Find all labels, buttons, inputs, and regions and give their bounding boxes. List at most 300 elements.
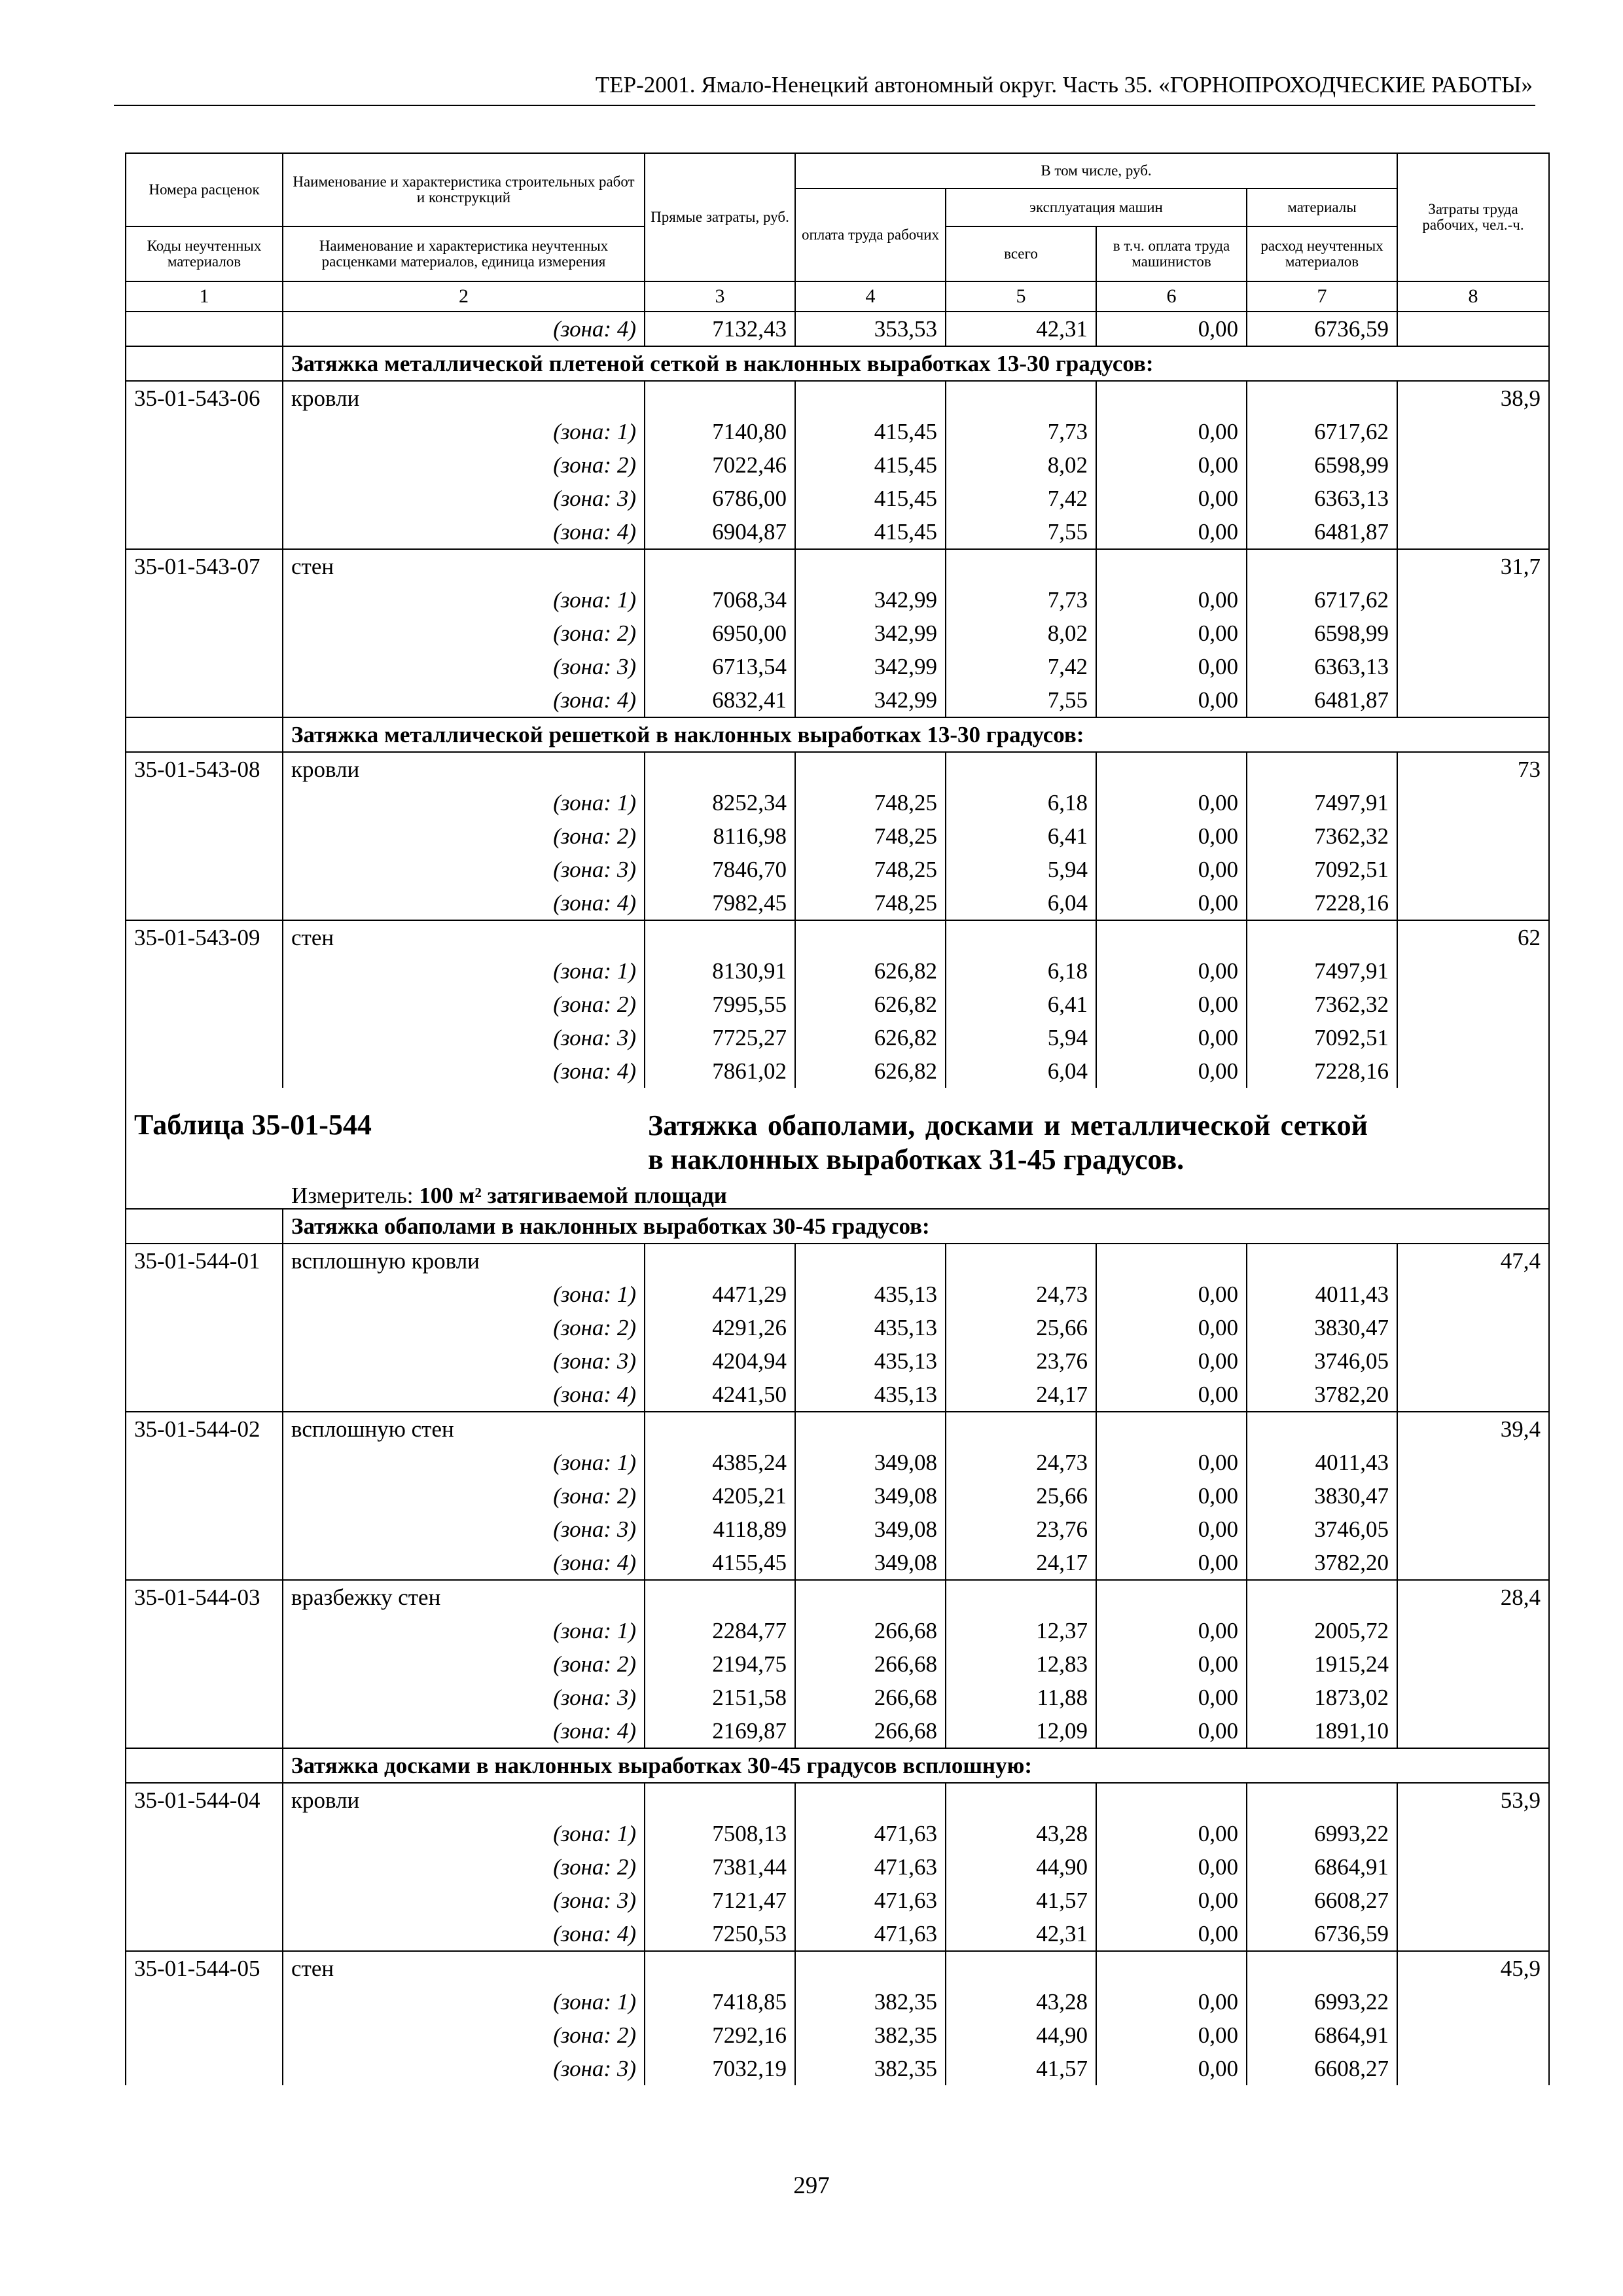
materials-cost: 3782,20 [1247, 1378, 1397, 1412]
machines-total: 7,42 [946, 482, 1096, 515]
zone-row [126, 853, 1549, 886]
empty-cell [126, 1681, 283, 1714]
machinist-pay: 0,00 [1096, 954, 1247, 988]
materials-cost: 3782,20 [1247, 1546, 1397, 1580]
machinist-pay: 0,00 [1096, 1681, 1247, 1714]
zone-label: (зона: 1) [283, 415, 645, 448]
zone-label: (зона: 1) [283, 786, 645, 819]
labor-hours: 45,9 [1397, 1951, 1549, 1985]
zone-row [126, 312, 1549, 346]
materials-cost: 6717,62 [1247, 583, 1397, 617]
zone-label: (зона: 3) [283, 853, 645, 886]
zone-row [126, 1021, 1549, 1054]
machines-total: 44,90 [946, 2018, 1096, 2052]
empty-cell [1397, 617, 1549, 650]
section-row [126, 1209, 1549, 1244]
labor-pay: 471,63 [795, 1850, 946, 1884]
empty-cell [126, 1985, 283, 2018]
rate-name: вразбежку стен [283, 1580, 645, 1614]
materials-cost: 6608,27 [1247, 2052, 1397, 2085]
empty-cell [645, 549, 795, 583]
empty-cell [126, 1714, 283, 1748]
zone-label: (зона: 3) [283, 482, 645, 515]
col-header-incl: В том числе, руб. [795, 153, 1397, 188]
machines-total: 7,42 [946, 650, 1096, 683]
machines-total: 44,90 [946, 1850, 1096, 1884]
labor-pay: 266,68 [795, 1647, 946, 1681]
direct-cost: 7132,43 [645, 312, 795, 346]
direct-cost: 7022,46 [645, 448, 795, 482]
direct-cost: 6904,87 [645, 515, 795, 549]
empty-cell [126, 1614, 283, 1647]
empty-cell [795, 920, 946, 954]
empty-cell [1397, 886, 1549, 920]
col-header-2b: Наименование и характеристика неучтенных расценками материалов, единица измерения [283, 226, 645, 281]
direct-cost: 4241,50 [645, 1378, 795, 1412]
zone-row [126, 786, 1549, 819]
empty-cell [1096, 549, 1247, 583]
labor-pay: 349,08 [795, 1513, 946, 1546]
machines-total: 24,73 [946, 1446, 1096, 1479]
empty-cell [946, 1412, 1096, 1446]
materials-cost: 6363,13 [1247, 482, 1397, 515]
labor-pay: 471,63 [795, 1884, 946, 1917]
col-number: 8 [1397, 281, 1549, 312]
zone-row [126, 1513, 1549, 1546]
empty-cell [1247, 381, 1397, 415]
zone-label: (зона: 4) [283, 683, 645, 717]
machinist-pay: 0,00 [1096, 1850, 1247, 1884]
zone-row [126, 1647, 1549, 1681]
direct-cost: 7846,70 [645, 853, 795, 886]
section-row [126, 1748, 1549, 1783]
empty-cell [1247, 1951, 1397, 1985]
empty-cell [1397, 1344, 1549, 1378]
empty-cell [1096, 381, 1247, 415]
labor-pay: 266,68 [795, 1614, 946, 1647]
materials-cost: 1891,10 [1247, 1714, 1397, 1748]
materials-cost: 6598,99 [1247, 448, 1397, 482]
machines-total: 23,76 [946, 1344, 1096, 1378]
zone-label: (зона: 3) [283, 1513, 645, 1546]
direct-cost: 6832,41 [645, 683, 795, 717]
col-number: 3 [645, 281, 795, 312]
measure-label: Измеритель: [291, 1183, 414, 1208]
machinist-pay: 0,00 [1096, 683, 1247, 717]
rate-row [126, 1412, 1549, 1446]
machinist-pay: 0,00 [1096, 786, 1247, 819]
zone-label: (зона: 4) [283, 886, 645, 920]
machines-total: 7,73 [946, 583, 1096, 617]
zone-row [126, 1546, 1549, 1580]
empty-cell [126, 786, 283, 819]
labor-pay: 415,45 [795, 415, 946, 448]
machinist-pay: 0,00 [1096, 1647, 1247, 1681]
labor-pay: 748,25 [795, 853, 946, 886]
labor-pay: 382,35 [795, 1985, 946, 2018]
empty-cell [795, 549, 946, 583]
zone-row [126, 886, 1549, 920]
labor-pay: 342,99 [795, 650, 946, 683]
empty-cell [1096, 1580, 1247, 1614]
empty-cell [645, 1580, 795, 1614]
zone-label: (зона: 1) [283, 1817, 645, 1850]
materials-cost: 6993,22 [1247, 1817, 1397, 1850]
empty-cell [126, 1278, 283, 1311]
labor-pay: 748,25 [795, 786, 946, 819]
labor-pay: 471,63 [795, 1817, 946, 1850]
zone-label: (зона: 3) [283, 1021, 645, 1054]
empty-cell [1397, 650, 1549, 683]
empty-cell [946, 381, 1096, 415]
section-spacer [126, 346, 283, 381]
empty-cell [126, 1378, 283, 1412]
machines-total: 6,04 [946, 886, 1096, 920]
direct-cost: 4291,26 [645, 1311, 795, 1344]
direct-cost: 2169,87 [645, 1714, 795, 1748]
zone-label: (зона: 1) [283, 1446, 645, 1479]
empty-cell [1397, 819, 1549, 853]
empty-cell [126, 819, 283, 853]
column-numbers-row [126, 281, 1549, 312]
empty-cell [946, 752, 1096, 786]
machinist-pay: 0,00 [1096, 617, 1247, 650]
col-header-3: Прямые затраты, руб. [645, 153, 795, 281]
labor-pay: 435,13 [795, 1378, 946, 1412]
labor-pay: 266,68 [795, 1681, 946, 1714]
rate-name: стен [283, 920, 645, 954]
col-header-1b: Коды неучтенных материалов [126, 226, 283, 281]
machines-total: 25,66 [946, 1479, 1096, 1513]
empty-cell [126, 415, 283, 448]
direct-cost: 7995,55 [645, 988, 795, 1021]
empty-cell [1096, 1783, 1247, 1817]
page-header [114, 68, 1535, 106]
direct-cost: 4155,45 [645, 1546, 795, 1580]
empty-cell [1397, 1714, 1549, 1748]
materials-cost: 6993,22 [1247, 1985, 1397, 2018]
rate-name: стен [283, 549, 645, 583]
machines-total: 5,94 [946, 1021, 1096, 1054]
labor-pay: 435,13 [795, 1278, 946, 1311]
empty-cell [1397, 1985, 1549, 2018]
machinist-pay: 0,00 [1096, 1311, 1247, 1344]
machines-total: 7,55 [946, 515, 1096, 549]
labor-hours: 47,4 [1397, 1244, 1549, 1278]
zone-label: (зона: 4) [283, 1378, 645, 1412]
machines-total: 23,76 [946, 1513, 1096, 1546]
labor-hours: 53,9 [1397, 1783, 1549, 1817]
section-row [126, 717, 1549, 752]
direct-cost: 2151,58 [645, 1681, 795, 1714]
labor-pay: 435,13 [795, 1311, 946, 1344]
zone-row [126, 819, 1549, 853]
empty-cell [1397, 583, 1549, 617]
rate-code: 35-01-544-03 [126, 1580, 283, 1614]
materials-cost: 6363,13 [1247, 650, 1397, 683]
zone-row [126, 988, 1549, 1021]
col-header-2a: Наименование и характеристика строительных работ и конструкций [283, 153, 645, 226]
empty-cell [126, 583, 283, 617]
labor-hours: 38,9 [1397, 381, 1549, 415]
empty-cell [1397, 1546, 1549, 1580]
zone-row [126, 1884, 1549, 1917]
machines-total: 43,28 [946, 1817, 1096, 1850]
machinist-pay: 0,00 [1096, 2052, 1247, 2085]
rate-name: кровли [283, 1783, 645, 1817]
materials-cost: 7497,91 [1247, 786, 1397, 819]
machines-total: 12,09 [946, 1714, 1096, 1748]
rate-row [126, 920, 1549, 954]
materials-cost: 6717,62 [1247, 415, 1397, 448]
machines-total: 6,18 [946, 954, 1096, 988]
empty-cell [126, 2018, 283, 2052]
zone-label: (зона: 3) [283, 1344, 645, 1378]
empty-cell [1397, 1614, 1549, 1647]
empty-cell [126, 1344, 283, 1378]
machinist-pay: 0,00 [1096, 1917, 1247, 1951]
direct-cost: 8116,98 [645, 819, 795, 853]
empty-cell [126, 1513, 283, 1546]
empty-cell [795, 1580, 946, 1614]
materials-cost: 6598,99 [1247, 617, 1397, 650]
materials-cost: 7362,32 [1247, 988, 1397, 1021]
zone-label: (зона: 4) [283, 1546, 645, 1580]
machinist-pay: 0,00 [1096, 1344, 1247, 1378]
col-header-8: Затраты труда рабочих, чел.-ч. [1397, 153, 1549, 281]
machinist-pay: 0,00 [1096, 1446, 1247, 1479]
measure-line [291, 1179, 727, 1211]
section-title: Затяжка досками в наклонных выработках 30-45 градусов всплошную: [283, 1748, 1549, 1783]
empty-cell [1397, 1278, 1549, 1311]
zone-label: (зона: 4) [283, 312, 645, 346]
zone-label: (зона: 1) [283, 1278, 645, 1311]
empty-cell [946, 549, 1096, 583]
empty-cell [126, 1884, 283, 1917]
machines-total: 6,18 [946, 786, 1096, 819]
empty-cell [1397, 1647, 1549, 1681]
materials-cost: 1915,24 [1247, 1647, 1397, 1681]
empty-cell [1397, 1054, 1549, 1088]
direct-cost: 7068,34 [645, 583, 795, 617]
zone-row [126, 617, 1549, 650]
zone-row [126, 1714, 1549, 1748]
empty-cell [795, 381, 946, 415]
machines-total: 12,37 [946, 1614, 1096, 1647]
machinist-pay: 0,00 [1096, 583, 1247, 617]
col-header-1a: Номера расценок [126, 153, 283, 226]
machines-total: 7,73 [946, 415, 1096, 448]
empty-cell [1096, 752, 1247, 786]
materials-cost: 6481,87 [1247, 515, 1397, 549]
zone-label: (зона: 2) [283, 1311, 645, 1344]
zone-row [126, 1681, 1549, 1714]
empty-cell [126, 1817, 283, 1850]
table-caption-row [126, 1097, 1549, 1209]
materials-cost: 7092,51 [1247, 853, 1397, 886]
empty-cell [126, 1546, 283, 1580]
zone-label: (зона: 2) [283, 819, 645, 853]
direct-cost: 7861,02 [645, 1054, 795, 1088]
machines-total: 5,94 [946, 853, 1096, 886]
empty-cell [1247, 1783, 1397, 1817]
empty-cell [126, 886, 283, 920]
zone-row [126, 583, 1549, 617]
zone-row [126, 1311, 1549, 1344]
col-header-materials: материалы [1247, 188, 1397, 226]
zone-row [126, 1917, 1549, 1951]
empty-cell [1397, 1479, 1549, 1513]
machinist-pay: 0,00 [1096, 1479, 1247, 1513]
direct-cost: 7982,45 [645, 886, 795, 920]
empty-cell [126, 1446, 283, 1479]
zone-label: (зона: 3) [283, 650, 645, 683]
zone-row [126, 1344, 1549, 1378]
direct-cost: 6713,54 [645, 650, 795, 683]
rate-name: кровли [283, 381, 645, 415]
empty-cell [946, 920, 1096, 954]
empty-cell [126, 1917, 283, 1951]
machinist-pay: 0,00 [1096, 988, 1247, 1021]
empty-cell [795, 752, 946, 786]
zone-row [126, 482, 1549, 515]
col-header-6: в т.ч. оплата труда машинистов [1096, 226, 1247, 281]
zone-label: (зона: 2) [283, 988, 645, 1021]
empty-cell [1397, 1378, 1549, 1412]
rate-name: кровли [283, 752, 645, 786]
zone-row [126, 1850, 1549, 1884]
labor-pay: 415,45 [795, 482, 946, 515]
zone-row [126, 1479, 1549, 1513]
empty-cell [126, 482, 283, 515]
direct-cost: 7121,47 [645, 1884, 795, 1917]
empty-cell [1397, 415, 1549, 448]
header-row-1 [126, 153, 1549, 188]
measure-value: 100 м² затягиваемой площади [419, 1183, 727, 1208]
rate-row [126, 1783, 1549, 1817]
direct-cost: 7725,27 [645, 1021, 795, 1054]
machinist-pay: 0,00 [1096, 1985, 1247, 2018]
direct-cost: 7250,53 [645, 1917, 795, 1951]
materials-cost: 7362,32 [1247, 819, 1397, 853]
labor-pay: 349,08 [795, 1446, 946, 1479]
zone-row [126, 415, 1549, 448]
empty-cell [1096, 1951, 1247, 1985]
zone-label: (зона: 4) [283, 1714, 645, 1748]
zone-row [126, 1985, 1549, 2018]
direct-cost: 7140,80 [645, 415, 795, 448]
section-spacer [126, 717, 283, 752]
empty-cell [1397, 954, 1549, 988]
labor-pay: 353,53 [795, 312, 946, 346]
machines-total: 24,17 [946, 1546, 1096, 1580]
col-header-machines: эксплуатация машин [946, 188, 1247, 226]
direct-cost: 7381,44 [645, 1850, 795, 1884]
empty-cell [645, 1951, 795, 1985]
zone-label: (зона: 3) [283, 1884, 645, 1917]
empty-cell [1397, 683, 1549, 717]
labor-pay: 748,25 [795, 886, 946, 920]
direct-cost: 7418,85 [645, 1985, 795, 2018]
zone-label: (зона: 4) [283, 515, 645, 549]
machinist-pay: 0,00 [1096, 1884, 1247, 1917]
col-header-5: всего [946, 226, 1096, 281]
direct-cost: 8252,34 [645, 786, 795, 819]
machines-total: 41,57 [946, 2052, 1096, 2085]
rate-name: стен [283, 1951, 645, 1985]
zone-row [126, 650, 1549, 683]
labor-pay: 435,13 [795, 1344, 946, 1378]
col-header-7: расход неучтенных материалов [1247, 226, 1397, 281]
empty-cell [946, 1580, 1096, 1614]
machinist-pay: 0,00 [1096, 650, 1247, 683]
zone-row [126, 954, 1549, 988]
machines-total: 43,28 [946, 1985, 1096, 2018]
section-row [126, 346, 1549, 381]
empty-cell [126, 988, 283, 1021]
zone-row [126, 2052, 1549, 2085]
rate-name: всплошную кровли [283, 1244, 645, 1278]
machinist-pay: 0,00 [1096, 886, 1247, 920]
empty-cell [126, 954, 283, 988]
col-header-4: оплата труда рабочих [795, 188, 946, 281]
machinist-pay: 0,00 [1096, 2018, 1247, 2052]
labor-hours: 62 [1397, 920, 1549, 954]
empty-cell [1397, 1681, 1549, 1714]
labor-pay: 626,82 [795, 988, 946, 1021]
labor-hours: 39,4 [1397, 1412, 1549, 1446]
zone-row [126, 1614, 1549, 1647]
rate-code: 35-01-543-06 [126, 381, 283, 415]
rate-code: 35-01-544-05 [126, 1951, 283, 1985]
machines-total: 6,41 [946, 819, 1096, 853]
labor-pay: 349,08 [795, 1479, 946, 1513]
empty-cell [795, 1244, 946, 1278]
machinist-pay: 0,00 [1096, 312, 1247, 346]
machines-total: 42,31 [946, 312, 1096, 346]
zone-label: (зона: 4) [283, 1054, 645, 1088]
zone-label: (зона: 3) [283, 1681, 645, 1714]
direct-cost: 7032,19 [645, 2052, 795, 2085]
machinist-pay: 0,00 [1096, 1714, 1247, 1748]
empty-cell [1096, 1412, 1247, 1446]
machines-total: 8,02 [946, 448, 1096, 482]
labor-hours: 73 [1397, 752, 1549, 786]
machines-total: 8,02 [946, 617, 1096, 650]
empty-cell [795, 1412, 946, 1446]
direct-cost: 7292,16 [645, 2018, 795, 2052]
materials-cost: 6736,59 [1247, 1917, 1397, 1951]
materials-cost: 6608,27 [1247, 1884, 1397, 1917]
zone-row [126, 1378, 1549, 1412]
labor-pay: 626,82 [795, 1054, 946, 1088]
rate-row [126, 381, 1549, 415]
zone-label: (зона: 1) [283, 954, 645, 988]
rate-code: 35-01-543-08 [126, 752, 283, 786]
direct-cost: 4385,24 [645, 1446, 795, 1479]
empty-cell [645, 1783, 795, 1817]
machinist-pay: 0,00 [1096, 1817, 1247, 1850]
zone-label: (зона: 2) [283, 2018, 645, 2052]
section-spacer [126, 1209, 283, 1244]
materials-cost: 3746,05 [1247, 1513, 1397, 1546]
labor-pay: 626,82 [795, 1021, 946, 1054]
zone-row [126, 1278, 1549, 1311]
labor-pay: 626,82 [795, 954, 946, 988]
labor-pay: 342,99 [795, 583, 946, 617]
labor-pay: 415,45 [795, 515, 946, 549]
zone-label: (зона: 4) [283, 1917, 645, 1951]
